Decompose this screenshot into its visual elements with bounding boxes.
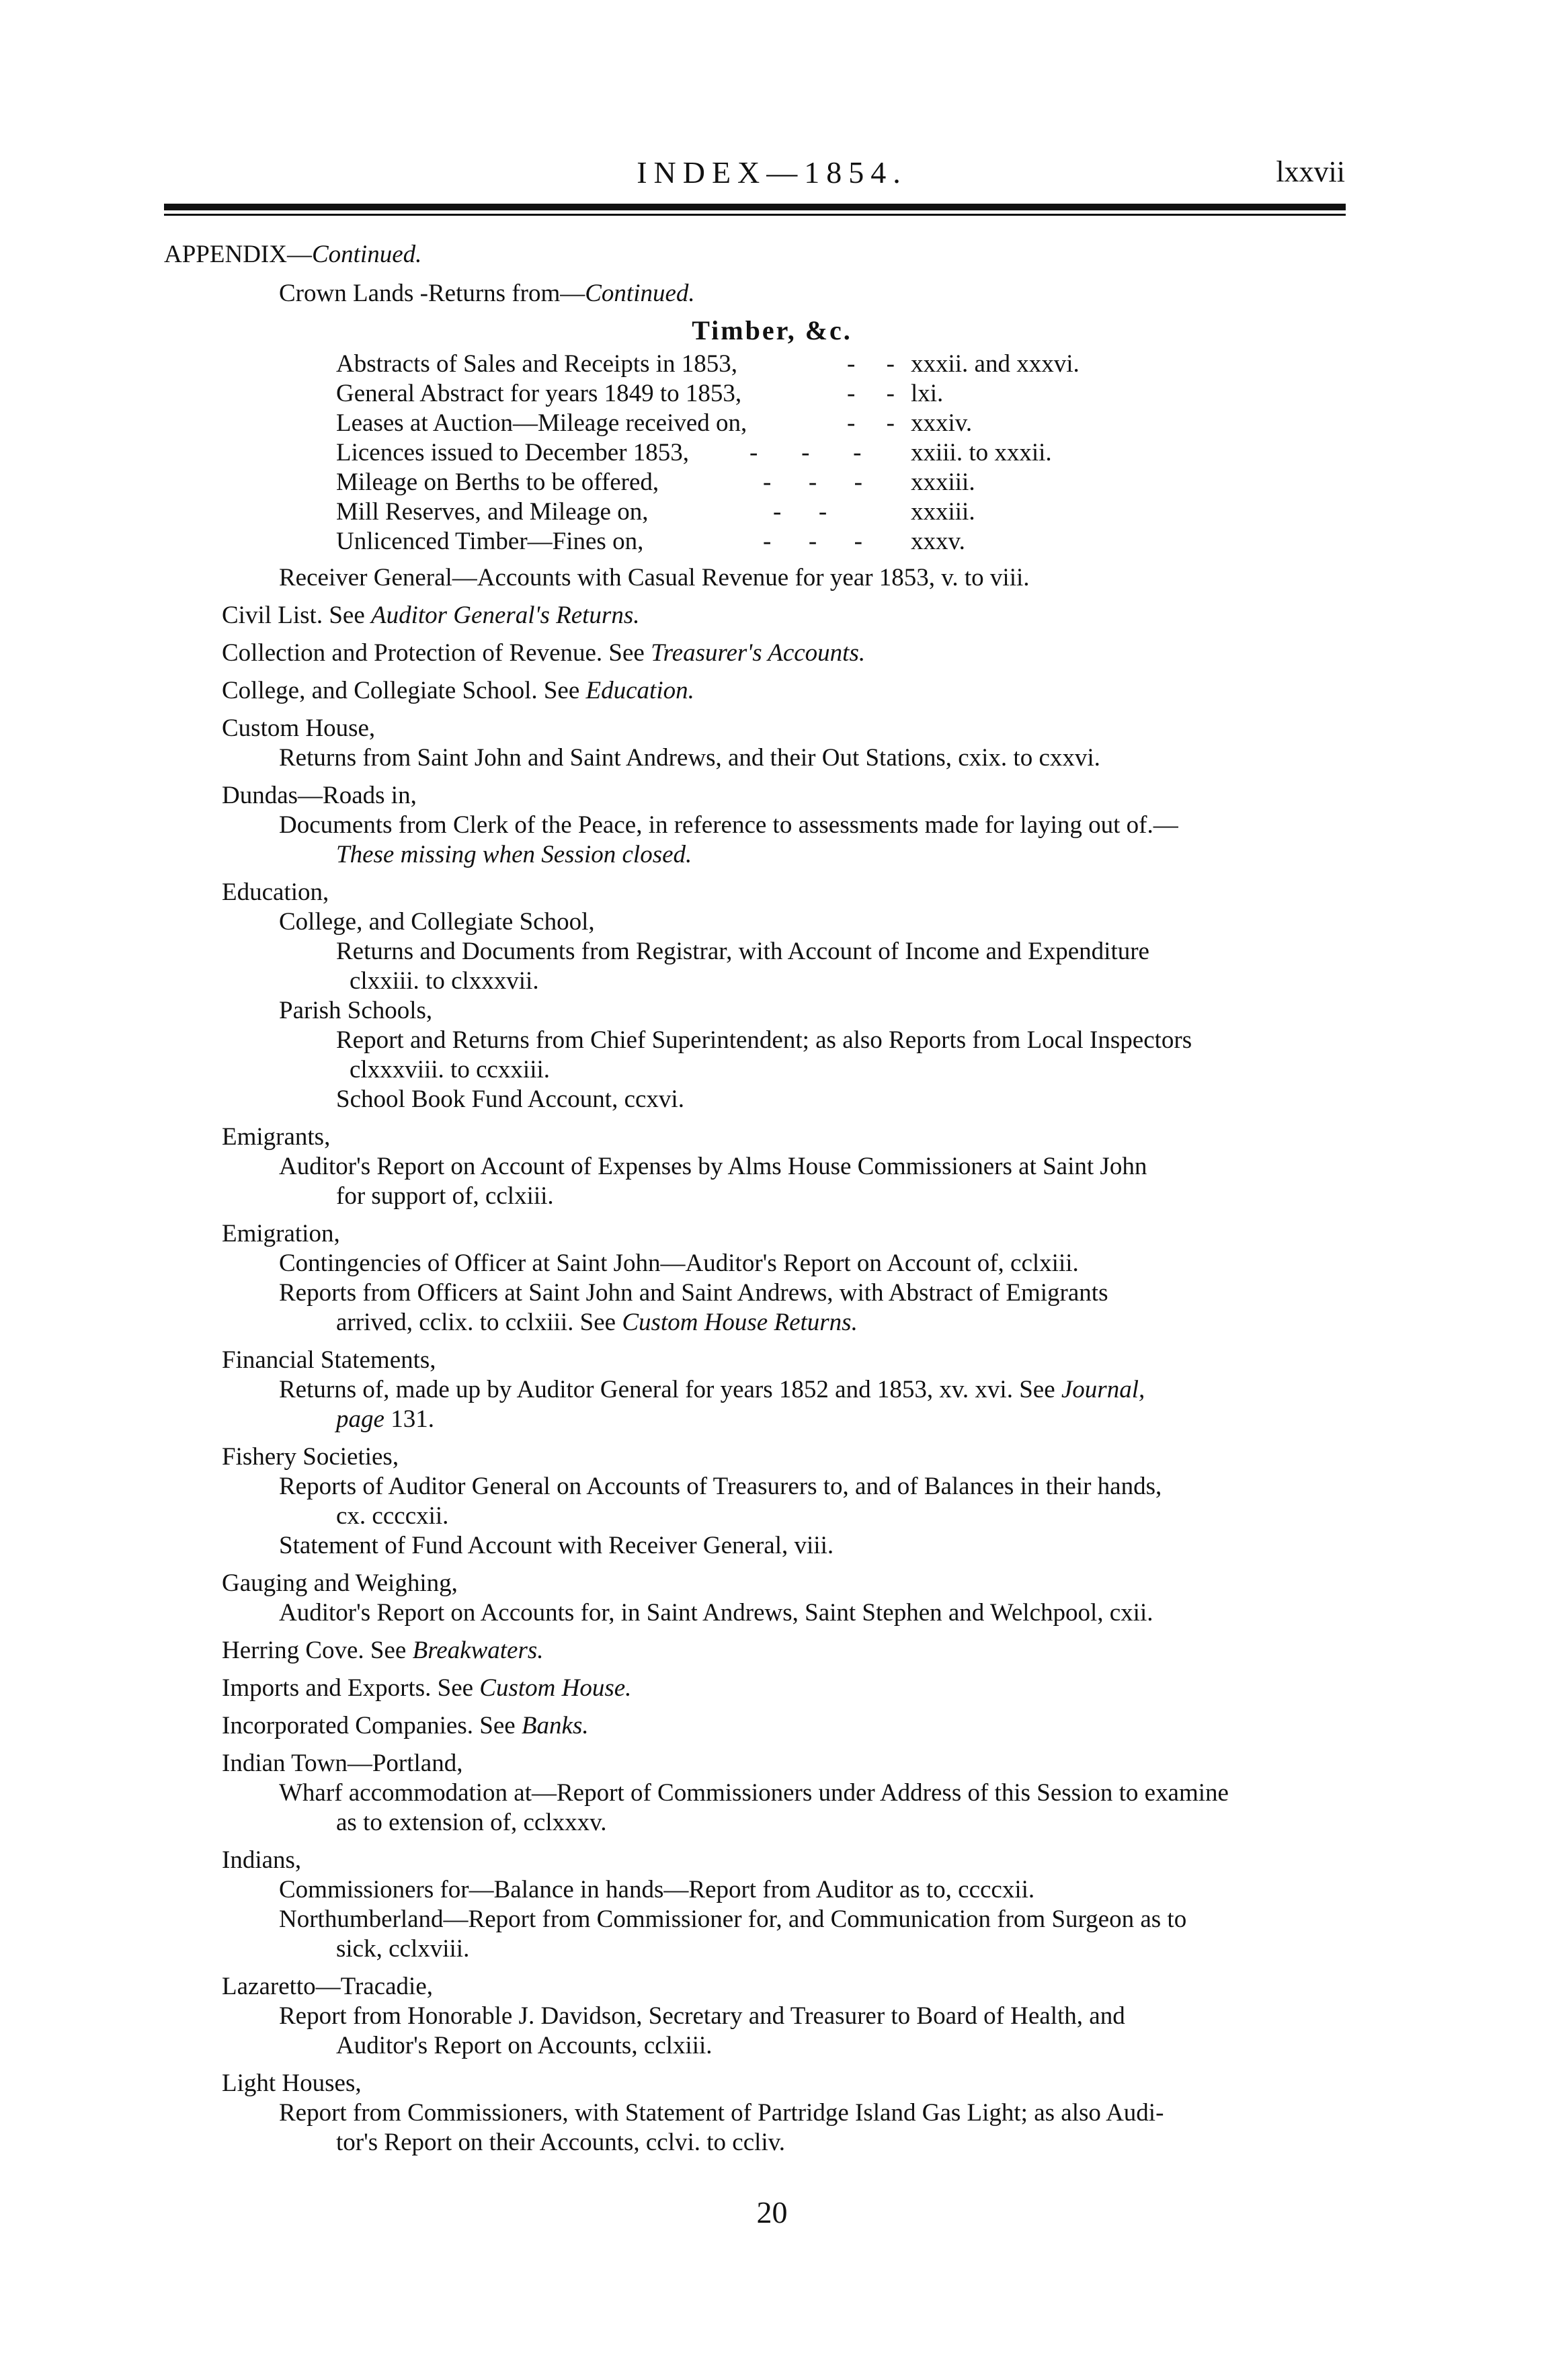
entry-text: Imports and Exports. See	[222, 1674, 480, 1702]
subentry: tor's Report on their Accounts, cclvi. to ccliv.	[336, 2129, 786, 2156]
entry-text: Collection and Protection of Revenue. See	[222, 639, 651, 667]
leader-dashes: - - -	[763, 528, 862, 555]
subentry: clxxxviii. to ccxxiii.	[350, 1056, 551, 1083]
subentry: Northumberland—Report from Commissioner for, and Communication from Surgeon as to	[279, 1905, 1187, 1933]
entry-lazaretto: Lazaretto—Tracadie,	[222, 1973, 434, 2000]
page-number: 20	[756, 2195, 788, 2229]
subentry: Auditor's Report on Account of Expenses by Alms House Commissioners at Saint John	[279, 1153, 1147, 1180]
appendix-label: APPENDIX—	[164, 241, 312, 268]
page-header-title: INDEX—1854.	[637, 155, 907, 190]
entry-indian-town: Indian Town—Portland,	[222, 1750, 463, 1777]
leader-dashes: - -	[847, 380, 895, 407]
header-rule-thin	[164, 214, 1346, 216]
cross-reference: Banks.	[521, 1712, 589, 1739]
subentry: School Book Fund Account, ccxvi.	[336, 1085, 684, 1113]
timber-row-label: General Abstract for years 1849 to 1853,	[336, 380, 742, 407]
timber-subheading: Timber, &c.	[692, 315, 852, 345]
timber-row-ref: xxxv.	[911, 528, 965, 555]
subentry: Reports from Officers at Saint John and Saint Andrews, with Abstract of Emigrants	[279, 1279, 1108, 1307]
entry-financial-statements: Financial Statements,	[222, 1346, 436, 1374]
entry-college	[222, 676, 694, 706]
entry-text: arrived, cclix. to cclxiii. See	[336, 1309, 622, 1336]
entry-text: Civil List. See	[222, 602, 371, 629]
subentry: Returns from Saint John and Saint Andrews, and their Out Stations, cxix. to cxxvi.	[279, 744, 1100, 772]
timber-row-label: Licences issued to December 1853,	[336, 439, 690, 466]
subentry	[279, 1375, 1145, 1405]
cross-reference: Custom House Returns.	[622, 1309, 858, 1336]
entry-education: Education,	[222, 878, 329, 906]
page-header-roman-number: lxxvii	[1276, 155, 1345, 188]
entry-text: College, and Collegiate School. See	[222, 677, 586, 704]
cross-reference: Treasurer's Accounts.	[651, 639, 866, 667]
timber-row-ref: xxxiv.	[911, 409, 973, 437]
crown-lands-label: Crown Lands -Returns from—	[279, 280, 585, 307]
subentry-note: These missing when Session closed.	[336, 841, 692, 868]
cross-reference: Journal,	[1061, 1376, 1145, 1403]
entry-dundas: Dundas—Roads in,	[222, 782, 417, 809]
timber-row-label: Unlicenced Timber—Fines on,	[336, 528, 644, 555]
subentry: College, and Collegiate School,	[279, 908, 595, 936]
subentry: Returns and Documents from Registrar, with Account of Income and Expenditure	[336, 938, 1149, 965]
entry-text: Incorporated Companies. See	[222, 1712, 522, 1739]
subentry: Reports of Auditor General on Accounts of Treasurers to, and of Balances in their hands,	[279, 1473, 1162, 1500]
timber-row-ref: lxi.	[911, 380, 944, 407]
subentry: Report from Honorable J. Davidson, Secretary and Treasurer to Board of Health, and	[279, 2002, 1125, 2030]
cross-reference: Breakwaters.	[412, 1637, 544, 1664]
header-rule-thick	[164, 204, 1346, 210]
cross-reference: page	[336, 1405, 384, 1433]
subentry: as to extension of, cclxxxv.	[336, 1809, 607, 1836]
entry-collection	[222, 639, 865, 668]
subentry: Report from Commissioners, with Statement of Partridge Island Gas Light; as also Audi-	[279, 2099, 1164, 2127]
timber-row-label: Leases at Auction—Mileage received on,	[336, 409, 747, 437]
appendix-heading	[164, 240, 421, 270]
subentry: for support of, cclxiii.	[336, 1182, 554, 1210]
leader-dashes: - -	[773, 498, 827, 526]
timber-row-label: Mileage on Berths to be offered,	[336, 468, 659, 496]
cross-reference: Custom House.	[479, 1674, 632, 1702]
subentry: Statement of Fund Account with Receiver General, viii.	[279, 1532, 834, 1559]
subentry: Wharf accommodation at—Report of Commissioners under Address of this Session to examine	[279, 1779, 1229, 1807]
timber-row-ref: xxxiii.	[911, 468, 975, 496]
subentry: Auditor's Report on Accounts, cclxiii.	[336, 2032, 713, 2059]
subentry	[336, 1405, 434, 1434]
entry-herring-cove	[222, 1636, 544, 1666]
entry-emigrants: Emigrants,	[222, 1123, 331, 1151]
entry-gauging: Gauging and Weighing,	[222, 1569, 458, 1597]
subentry: Documents from Clerk of the Peace, in reference to assessments made for laying out of.—	[279, 811, 1178, 839]
entry-imports-exports	[222, 1674, 631, 1703]
leader-dashes: - - -	[763, 468, 862, 496]
leader-dashes: - -	[847, 409, 895, 437]
timber-row-ref: xxxii. and xxxvi.	[911, 350, 1080, 378]
subentry: Contingencies of Officer at Saint John—Auditor's Report on Account of, cclxiii.	[279, 1249, 1079, 1277]
entry-emigration: Emigration,	[222, 1220, 340, 1247]
entry-text: Herring Cove. See	[222, 1637, 413, 1664]
entry-incorporated-companies	[222, 1711, 589, 1741]
entry-text: Returns of, made up by Auditor General for years 1852 and 1853, xv. xvi. See	[279, 1376, 1061, 1403]
cross-reference: Education.	[585, 677, 694, 704]
entry-light-houses: Light Houses,	[222, 2069, 362, 2097]
entry-fishery-societies: Fishery Societies,	[222, 1443, 399, 1471]
appendix-continued: Continued.	[311, 241, 422, 268]
entry-text: 131.	[384, 1405, 434, 1433]
entry-civil-list	[222, 601, 639, 630]
entry-indians: Indians,	[222, 1846, 302, 1874]
subentry: Commissioners for—Balance in hands—Report from Auditor as to, ccccxii.	[279, 1876, 1035, 1903]
timber-row-ref: xxxiii.	[911, 498, 975, 526]
crown-lands-heading	[279, 279, 695, 309]
timber-row-ref: xxiii. to xxxii.	[911, 439, 1052, 466]
subentry: Auditor's Report on Accounts for, in Saint Andrews, Saint Stephen and Welchpool, cxii.	[279, 1599, 1153, 1627]
subentry: sick, cclxviii.	[336, 1935, 470, 1963]
subentry: clxxiii. to clxxxvii.	[350, 967, 539, 995]
subentry: Parish Schools,	[279, 997, 433, 1024]
entry-receiver-general: Receiver General—Accounts with Casual Revenue for year 1853, v. to viii.	[279, 564, 1030, 591]
entry-custom-house: Custom House,	[222, 714, 376, 742]
subentry: Report and Returns from Chief Superintendent; as also Reports from Local Inspectors	[336, 1026, 1192, 1054]
leader-dashes: - - -	[749, 439, 862, 466]
subentry	[336, 1308, 858, 1338]
leader-dashes: - -	[847, 350, 895, 378]
timber-row-label: Abstracts of Sales and Receipts in 1853,	[336, 350, 738, 378]
timber-row-label: Mill Reserves, and Mileage on,	[336, 498, 649, 526]
crown-lands-continued: Continued.	[585, 280, 695, 307]
cross-reference: Auditor General's Returns.	[371, 602, 640, 629]
subentry: cx. ccccxii.	[336, 1502, 449, 1530]
